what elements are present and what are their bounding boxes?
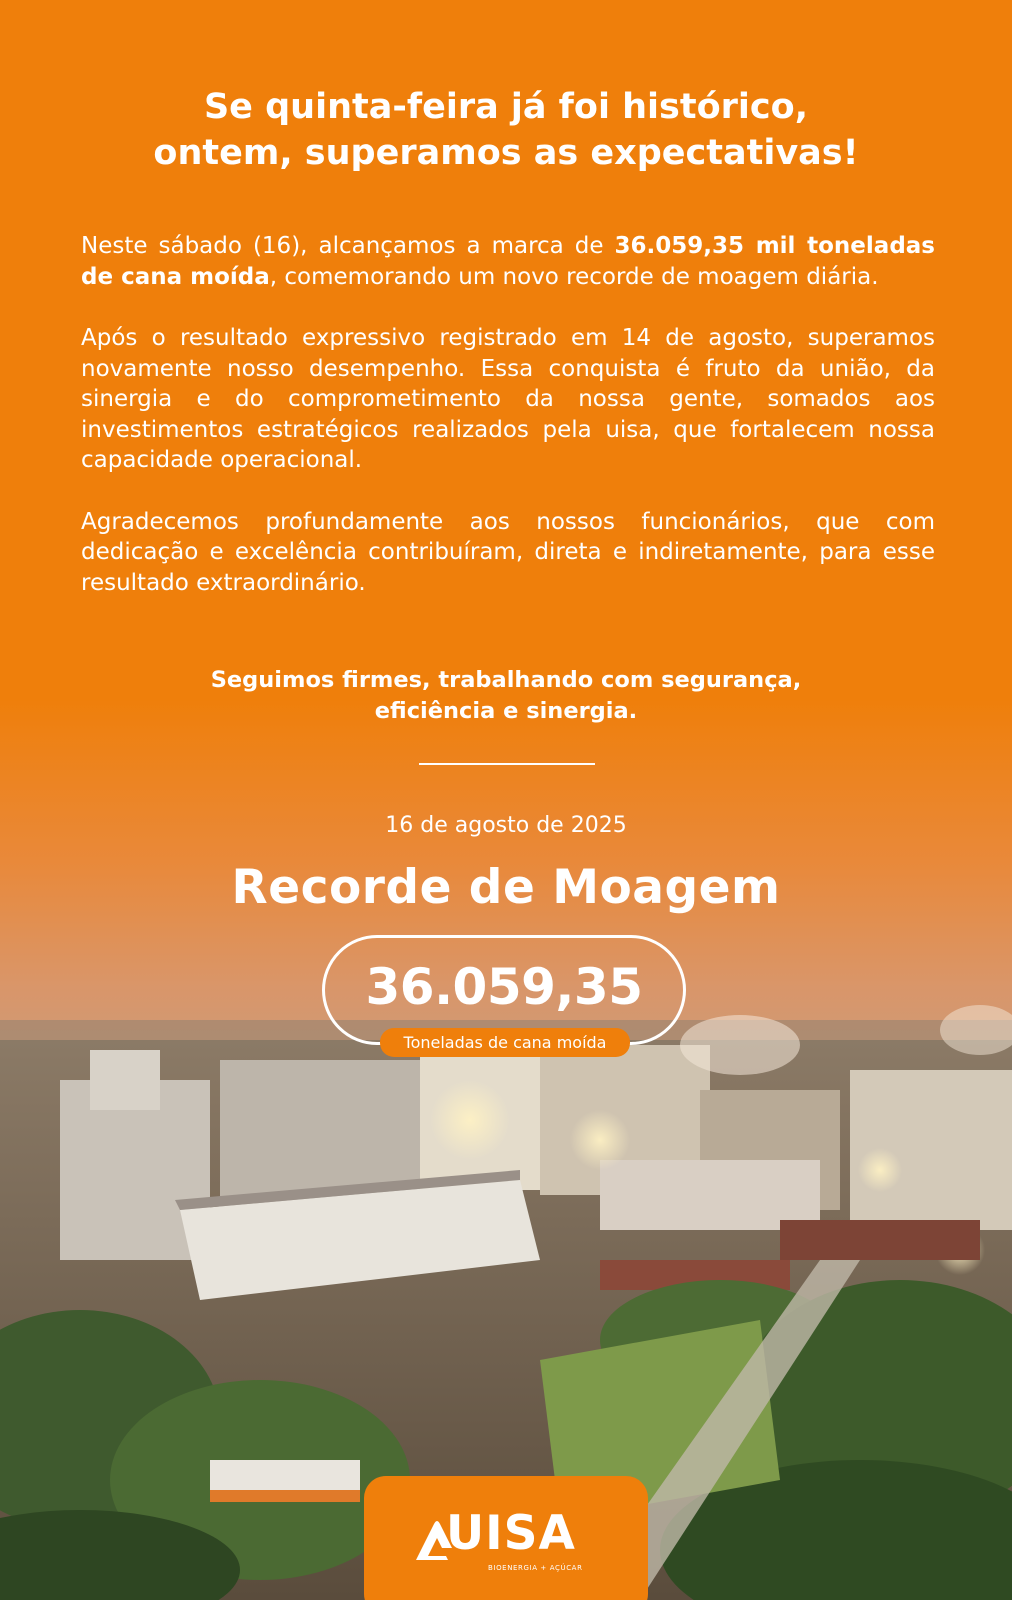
paragraph-1-intro: Neste sábado (16), alcançamos a marca de — [81, 233, 615, 259]
paragraph-3: Agradecemos profundamente aos nossos funcionários, que com dedicação e excelência contribuíram, direta e indiretamente, para esse resultado extraordinário. — [81, 508, 935, 596]
body-text — [81, 231, 935, 629]
logo-wordmark: UISA — [446, 1506, 576, 1561]
headline-line-1: Se quinta-feira já foi histórico, — [203, 87, 809, 127]
paragraph-1-highlight: 36.059,35 mil toneladas de cana moída — [81, 233, 935, 290]
logo-tagline: BIOENERGIA + AÇÚCAR — [488, 1564, 583, 1572]
record-value: 36.059,35 — [365, 958, 643, 1016]
paragraph-1-end: , comemorando um novo recorde de moagem diária. — [269, 263, 879, 290]
headline — [40, 84, 972, 176]
record-value-badge — [322, 935, 686, 1052]
headline-line-2: ontem, superamos as expectativas! — [153, 133, 859, 173]
closing-line-1: Seguimos firmes, trabalhando com segurança, — [210, 667, 802, 693]
record-unit-label: Toneladas de cana moída — [380, 1028, 630, 1057]
record-date: 16 de agosto de 2025 — [385, 813, 627, 838]
paragraph-1 — [81, 231, 935, 292]
record-title: Recorde de Moagem — [231, 860, 781, 915]
closing-line-2: eficiência e sinergia. — [374, 698, 638, 724]
paragraph-2: Após o resultado expressivo registrado em 14 de agosto, superamos novamente nosso desempenho. Essa conquista é fruto da união, da sinergia e do comprometimento da nossa gente, somados aos investimentos estratégicos realizados pela uisa, que fortalecem nossa capacidade operacional. — [81, 325, 935, 473]
closing-statement — [40, 665, 972, 727]
divider — [419, 763, 595, 765]
brand-logo-box — [364, 1476, 648, 1600]
